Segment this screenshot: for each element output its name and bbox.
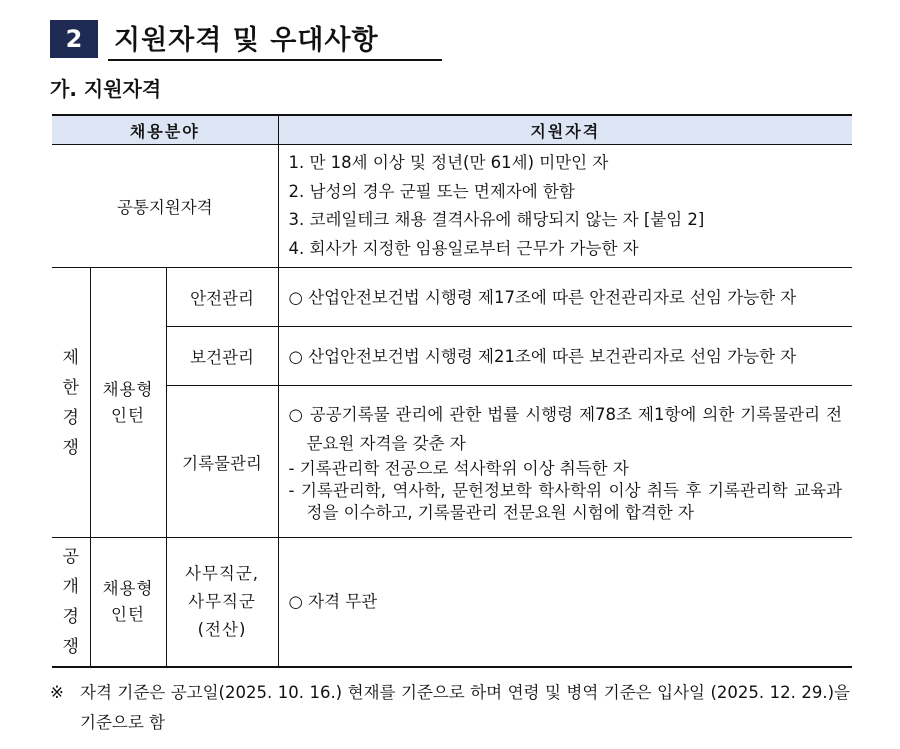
- records-subitem: - 기록관리학 전공으로 석사학위 이상 취득한 자: [288, 458, 629, 478]
- common-item: 3. 코레일테크 채용 결격사유에 해당되지 않는 자 [붙임 2]: [288, 210, 705, 229]
- limited-employment-type: 채용형 인턴: [90, 268, 166, 538]
- common-item: 4. 회사가 지정한 임용일로부터 근무가 가능한 자: [288, 238, 639, 258]
- footnote: [50, 678, 850, 738]
- section-title-underline: [108, 59, 442, 61]
- footnote-text: 자격 기준은 공고일(2025. 10. 16.) 현재를 기준으로 하며 연령 및 병역 기준은 입사일 (2025. 12. 29.)을 기준으로 함: [80, 683, 850, 732]
- table-row-safety: [52, 268, 852, 327]
- header-field: 채용분야: [52, 115, 278, 145]
- subsection-title: 가. 지원자격: [50, 77, 162, 101]
- records-subitems: [289, 458, 843, 524]
- qualification-table: [52, 114, 852, 668]
- open-qualification: ○ 자격 무관: [278, 538, 852, 667]
- table-row-common: [52, 145, 852, 268]
- job-safety-management: 안전관리: [166, 268, 278, 327]
- footnote-mark: ※: [50, 683, 64, 702]
- common-item: 1. 만 18세 이상 및 정년(만 61세) 미만인 자: [288, 153, 609, 172]
- limited-competition-label: 제 한 경 쟁: [52, 268, 90, 538]
- open-competition-label: 공 개 경 쟁: [52, 538, 90, 667]
- job-records-management: 기록물관리: [166, 386, 278, 538]
- safety-qualification: ○ 산업안전보건법 시행령 제17조에 따른 안전관리자로 선임 가능한 자: [278, 268, 852, 327]
- records-subitem: - 기록관리학, 역사학, 문헌정보학 학사학위 이상 취득 후 기록관리학 교육과정을 이수하고, 기록물관리 전문요원 시험에 합격한 자: [288, 480, 843, 522]
- table-row-records: [52, 386, 852, 538]
- section-title: 지원자격 및 우대사항: [114, 25, 379, 56]
- job-health-management: 보건관리: [166, 327, 278, 386]
- common-item: 2. 남성의 경우 군필 또는 면제자에 한함: [288, 181, 575, 201]
- open-employment-type: 채용형 인턴: [90, 538, 166, 667]
- health-qualification: ○ 산업안전보건법 시행령 제21조에 따른 보건관리자로 선임 가능한 자: [278, 327, 852, 386]
- header-qualification: 지원자격: [278, 115, 852, 145]
- records-qualification: ○ 공공기록물 관리에 관한 법률 시행령 제78조 제1항에 의한 기록물관리 전문요원 자격을 갖춘 자 - 기록관리학 전공으로 석사학위 이상 취득한 자 - 기록관리학, 역사학, 문헌정보학 학사학위 이상 취득 후 기록관리학 교육과정을 이수하고, 기록물관리 전문요원 시험에 합격한 자: [278, 386, 852, 538]
- job-office-group: 사무직군, 사무직군 (전산): [166, 538, 278, 667]
- section-header: [50, 16, 442, 60]
- common-label: 공통지원자격: [52, 145, 278, 268]
- table-row-health: [52, 327, 852, 386]
- table-header-row: [52, 115, 852, 145]
- section-number-badge: 2: [50, 20, 98, 58]
- table-row-open: [52, 538, 852, 667]
- common-qualifications: [278, 145, 852, 268]
